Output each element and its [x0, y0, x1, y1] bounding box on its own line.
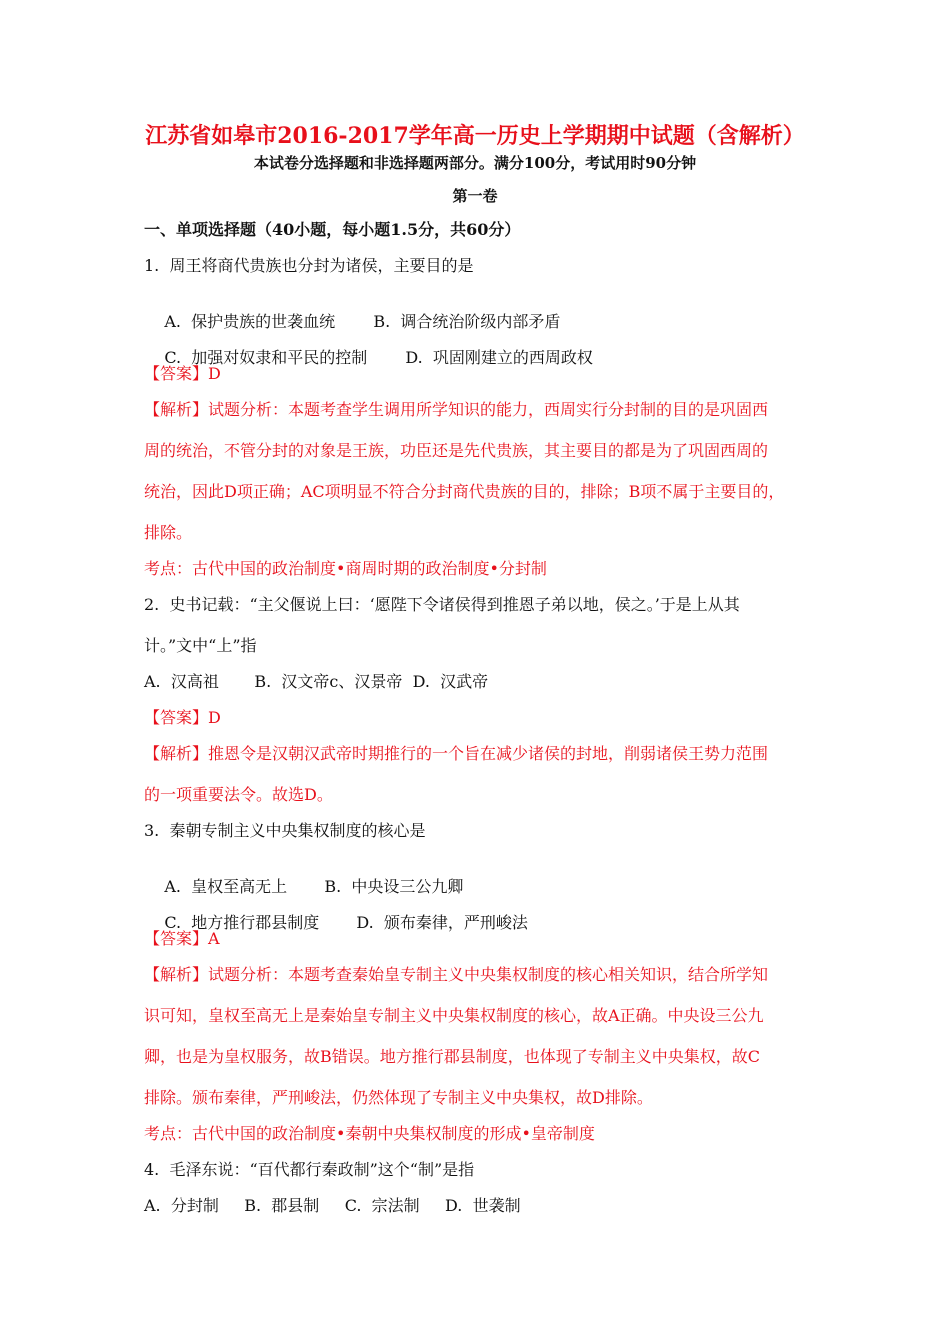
question-3-analysis-line-4: 排除。颁布秦律，严刑峻法，仍然体现了专制主义中央集权，故D排除。 — [144, 1088, 653, 1107]
question-3-analysis-line-2: 识可知，皇权至高无上是秦始皇专制主义中央集权制度的核心，故A正确。中央设三公九 — [144, 1006, 764, 1025]
question-1-option-a: A. 保护贵族的世袭血统 — [164, 312, 336, 331]
question-3-option-c: C. 地方推行郡县制度 — [164, 913, 320, 932]
document-title: 江苏省如皋市2016-2017学年高一历史上学期期中试题（含解析） — [145, 123, 805, 149]
question-1-answer: 【答案】D — [144, 364, 221, 383]
question-1-knowledge-point: 考点：古代中国的政治制度•商周时期的政治制度•分封制 — [144, 559, 547, 578]
question-3-analysis-line-3: 卿，也是为皇权服务，故B错误。地方推行郡县制度，也体现了专制主义中央集权，故C — [144, 1047, 761, 1066]
question-2-analysis-line-1: 【解析】推恩令是汉朝汉武帝时期推行的一个旨在减少诸侯的封地，削弱诸侯王势力范围 — [144, 744, 769, 763]
question-4-options: A. 分封制 B. 郡县制 C. 宗法制 D. 世袭制 — [144, 1196, 521, 1215]
question-3-answer: 【答案】A — [144, 929, 220, 948]
question-3-option-a: A. 皇权至高无上 — [164, 877, 288, 896]
question-3-option-b: B. 中央设三公九卿 — [324, 877, 464, 896]
question-2-options: A. 汉高祖 B. 汉文帝c、汉景帝 D. 汉武帝 — [144, 672, 489, 691]
question-3-stem: 3. 秦朝专制主义中央集权制度的核心是 — [144, 821, 426, 840]
question-3-option-d: D. 颁布秦律，严刑峻法 — [356, 913, 528, 932]
question-3-knowledge-point: 考点：古代中国的政治制度•秦朝中央集权制度的形成•皇帝制度 — [144, 1124, 595, 1143]
question-2-stem-line-2: 计。”文中“上”指 — [144, 636, 257, 655]
section-heading: 一、单项选择题（40小题，每小题1.5分，共60分） — [144, 220, 521, 239]
question-1-option-b: B. 调合统治阶级内部矛盾 — [373, 312, 561, 331]
question-1-analysis-line-3: 统治，因此D项正确；AC项明显不符合分封商代贵族的目的，排除；B项不属于主要目的， — [144, 482, 785, 501]
question-1-option-c: C. 加强对奴隶和平民的控制 — [164, 348, 368, 367]
question-1-analysis-line-2: 周的统治，不管分封的对象是王族，功臣还是先代贵族，其主要目的都是为了巩固西周的 — [144, 441, 769, 460]
question-2-stem-line-1: 2. 史书记载：“主父偃说上曰：‘愿陛下令诸侯得到推恩子弟以地，侯之。’于是上从其 — [144, 595, 740, 614]
question-1-stem: 1. 周王将商代贵族也分封为诸侯，主要目的是 — [144, 256, 474, 275]
question-3-analysis-line-1: 【解析】试题分析：本题考查秦始皇专制主义中央集权制度的核心相关知识，结合所学知 — [144, 965, 769, 984]
volume-heading: 第一卷 — [452, 187, 498, 205]
document-subtitle: 本试卷分选择题和非选择题两部分。满分100分，考试用时90分钟 — [253, 154, 697, 172]
question-2-answer: 【答案】D — [144, 708, 221, 727]
question-4-stem: 4. 毛泽东说：“百代都行秦政制”这个“制”是指 — [144, 1160, 475, 1179]
question-2-analysis-line-2: 的一项重要法令。故选D。 — [144, 785, 333, 804]
question-1-option-d: D. 巩固刚建立的西周政权 — [405, 348, 593, 367]
question-1-analysis-line-1: 【解析】试题分析：本题考查学生调用所学知识的能力，西周实行分封制的目的是巩固西 — [144, 400, 769, 419]
question-1-analysis-line-4: 排除。 — [144, 523, 193, 542]
